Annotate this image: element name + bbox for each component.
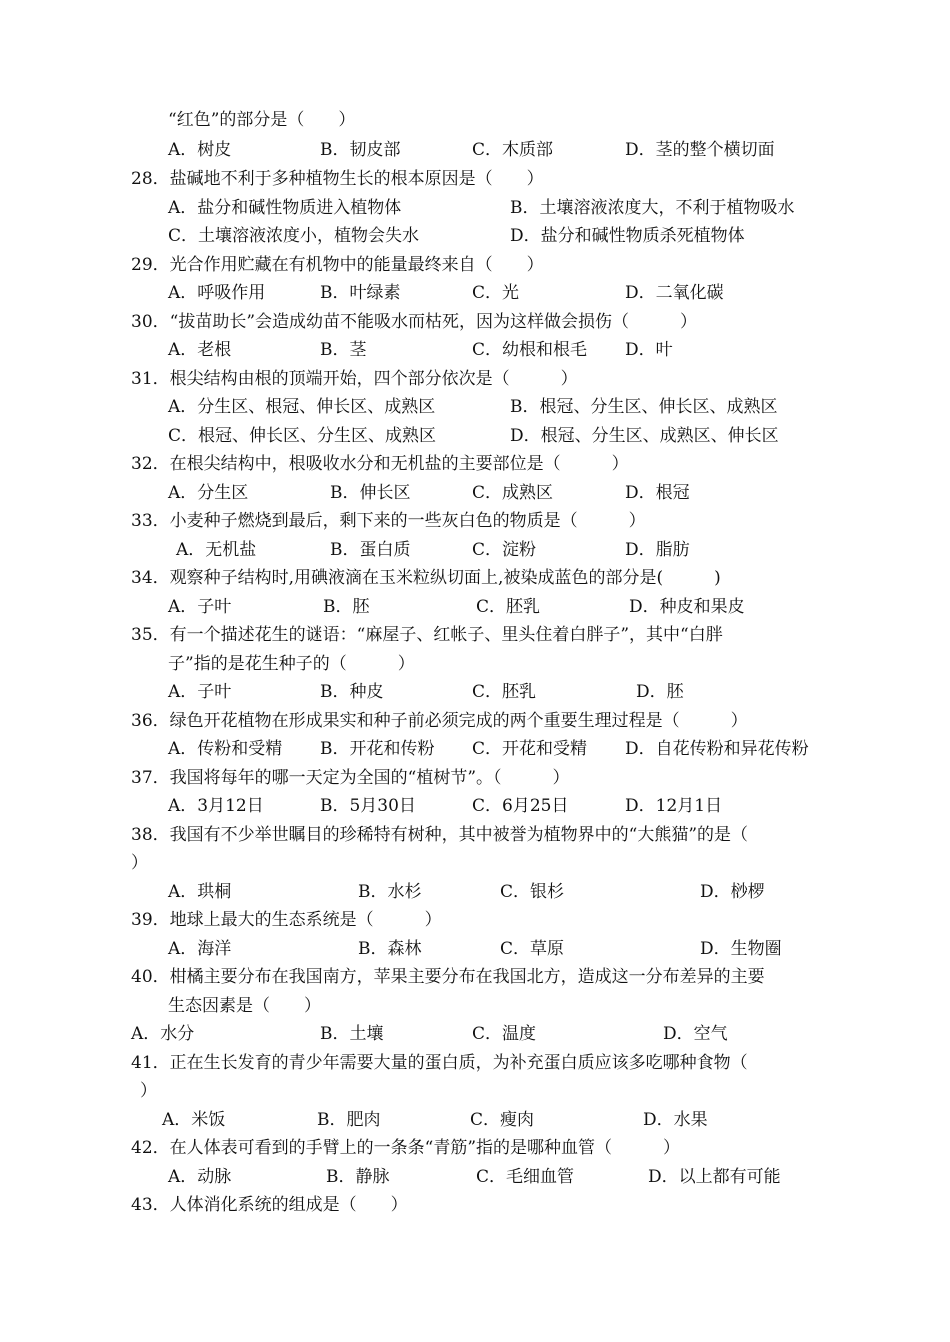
question-line: 41．正在生长发育的青少年需要大量的蛋白质，为补充蛋白质应该多吃哪种食物（ xyxy=(131,1053,748,1073)
answer-option: A．子叶 xyxy=(168,597,232,617)
answer-option: D．自花传粉和异花传粉 xyxy=(625,739,809,759)
answer-option: D．以上都有可能 xyxy=(648,1167,781,1187)
question-line: 37．我国将每年的哪一天定为全国的“植树节”。（ ） xyxy=(131,768,570,788)
answer-option: D．生物圈 xyxy=(700,939,782,959)
answer-option: B．伸长区 xyxy=(330,483,411,503)
question-line: 38．我国有不少举世瞩目的珍稀特有树种，其中被誉为植物界中的“大熊猫”的是（ xyxy=(131,825,749,845)
answer-option: A．珙桐 xyxy=(168,882,232,902)
answer-option: A．传粉和受精 xyxy=(168,739,283,759)
answer-option: D．二氧化碳 xyxy=(625,283,724,303)
question-line: 40．柑橘主要分布在我国南方，苹果主要分布在我国北方，造成这一分布差异的主要 xyxy=(131,967,765,987)
answer-option: B．种皮 xyxy=(320,682,384,702)
question-line: 30．“拔苗助长”会造成幼苗不能吸水而枯死，因为这样做会损伤（ ） xyxy=(131,312,698,332)
answer-option: B．5月30日 xyxy=(320,796,416,816)
answer-option: C．瘦肉 xyxy=(470,1110,535,1130)
answer-option: D．水果 xyxy=(643,1110,708,1130)
answer-option: C．开花和受精 xyxy=(472,739,588,759)
answer-option: D．胚 xyxy=(636,682,684,702)
answer-option: A．无机盐 xyxy=(176,540,257,560)
question-line: ） xyxy=(131,853,148,873)
answer-option: A．老根 xyxy=(168,340,232,360)
answer-option: A．动脉 xyxy=(168,1167,232,1187)
answer-option: C．6月25日 xyxy=(472,796,569,816)
answer-option: D．叶 xyxy=(625,340,673,360)
answer-option: A．水分 xyxy=(131,1024,195,1044)
question-line: 42．在人体表可看到的手臂上的一条条“青筋”指的是哪种血管（ ） xyxy=(131,1138,681,1158)
answer-option: C．成熟区 xyxy=(472,483,554,503)
answer-option: B．根冠、分生区、伸长区、成熟区 xyxy=(510,397,778,417)
question-line: 生态因素是（ ） xyxy=(168,996,321,1016)
answer-option: D．根冠 xyxy=(625,483,690,503)
answer-option: C．淀粉 xyxy=(472,540,537,560)
answer-option: B．茎 xyxy=(320,340,367,360)
answer-option: B．韧皮部 xyxy=(320,140,401,160)
answer-option: B．肥肉 xyxy=(317,1110,381,1130)
answer-option: C．木质部 xyxy=(472,140,554,160)
answer-option: D．桫椤 xyxy=(700,882,765,902)
question-line: 29．光合作用贮藏在有机物中的能量最终来自（ ） xyxy=(131,255,544,275)
answer-option: D．根冠、分生区、成熟区、伸长区 xyxy=(510,426,779,446)
answer-option: C．胚乳 xyxy=(472,682,537,702)
answer-option: A．分生区、根冠、伸长区、成熟区 xyxy=(168,397,436,417)
answer-option: A．海洋 xyxy=(168,939,232,959)
answer-option: B．叶绿素 xyxy=(320,283,401,303)
answer-option: A．子叶 xyxy=(168,682,232,702)
answer-option: B．胚 xyxy=(323,597,370,617)
answer-option: A．3月12日 xyxy=(168,796,264,816)
answer-option: A．盐分和碱性物质进入植物体 xyxy=(168,198,402,218)
answer-option: C．幼根和根毛 xyxy=(472,340,588,360)
answer-option: D．12月1日 xyxy=(625,796,723,816)
answer-option: B．开花和传粉 xyxy=(320,739,435,759)
question-line: “红色”的部分是（ ） xyxy=(168,110,356,130)
answer-option: C．银杉 xyxy=(500,882,565,902)
answer-option: A．呼吸作用 xyxy=(168,283,266,303)
question-line: 34．观察种子结构时,用碘液滴在玉米粒纵切面上,被染成蓝色的部分是( ) xyxy=(131,568,721,588)
answer-option: D．种皮和果皮 xyxy=(629,597,745,617)
answer-option: C．草原 xyxy=(500,939,565,959)
answer-option: B．蛋白质 xyxy=(330,540,411,560)
answer-option: C．土壤溶液浓度小，植物会失水 xyxy=(168,226,420,246)
answer-option: C．根冠、伸长区、分生区、成熟区 xyxy=(168,426,437,446)
answer-option: B．森林 xyxy=(358,939,422,959)
answer-option: D．茎的整个横切面 xyxy=(625,140,775,160)
question-line: 33．小麦种子燃烧到最后，剩下来的一些灰白色的物质是（ ） xyxy=(131,511,646,531)
question-line: 43．人体消化系统的组成是（ ） xyxy=(131,1195,408,1215)
answer-option: C．光 xyxy=(472,283,520,303)
answer-option: C．温度 xyxy=(472,1024,537,1044)
question-line: 36．绿色开花植物在形成果实和种子前必须完成的两个重要生理过程是（ ） xyxy=(131,711,748,731)
answer-option: A．分生区 xyxy=(168,483,249,503)
answer-option: B．土壤溶液浓度大，不利于植物吸水 xyxy=(510,198,795,218)
answer-option: A．树皮 xyxy=(168,140,232,160)
question-line: 28．盐碱地不利于多种植物生长的根本原因是（ ） xyxy=(131,169,544,189)
question-line: 31．根尖结构由根的顶端开始，四个部分依次是（ ） xyxy=(131,369,578,389)
question-line: 39．地球上最大的生态系统是（ ） xyxy=(131,910,442,930)
answer-option: B．静脉 xyxy=(326,1167,390,1187)
answer-option: A．米饭 xyxy=(162,1110,226,1130)
answer-option: B．水杉 xyxy=(358,882,422,902)
question-line: 32．在根尖结构中，根吸收水分和无机盐的主要部位是（ ） xyxy=(131,454,629,474)
question-line: 35．有一个描述花生的谜语：“麻屋子、红帐子、里头住着白胖子”，其中“白胖 xyxy=(131,625,723,645)
answer-option: C．胚乳 xyxy=(476,597,541,617)
answer-option: C．毛细血管 xyxy=(476,1167,575,1187)
answer-option: D．脂肪 xyxy=(625,540,690,560)
question-line: ） xyxy=(140,1081,157,1101)
answer-option: D．盐分和碱性物质杀死植物体 xyxy=(510,226,745,246)
answer-option: B．土壤 xyxy=(320,1024,384,1044)
question-line: 子”指的是花生种子的（ ） xyxy=(168,654,415,674)
answer-option: D．空气 xyxy=(663,1024,728,1044)
